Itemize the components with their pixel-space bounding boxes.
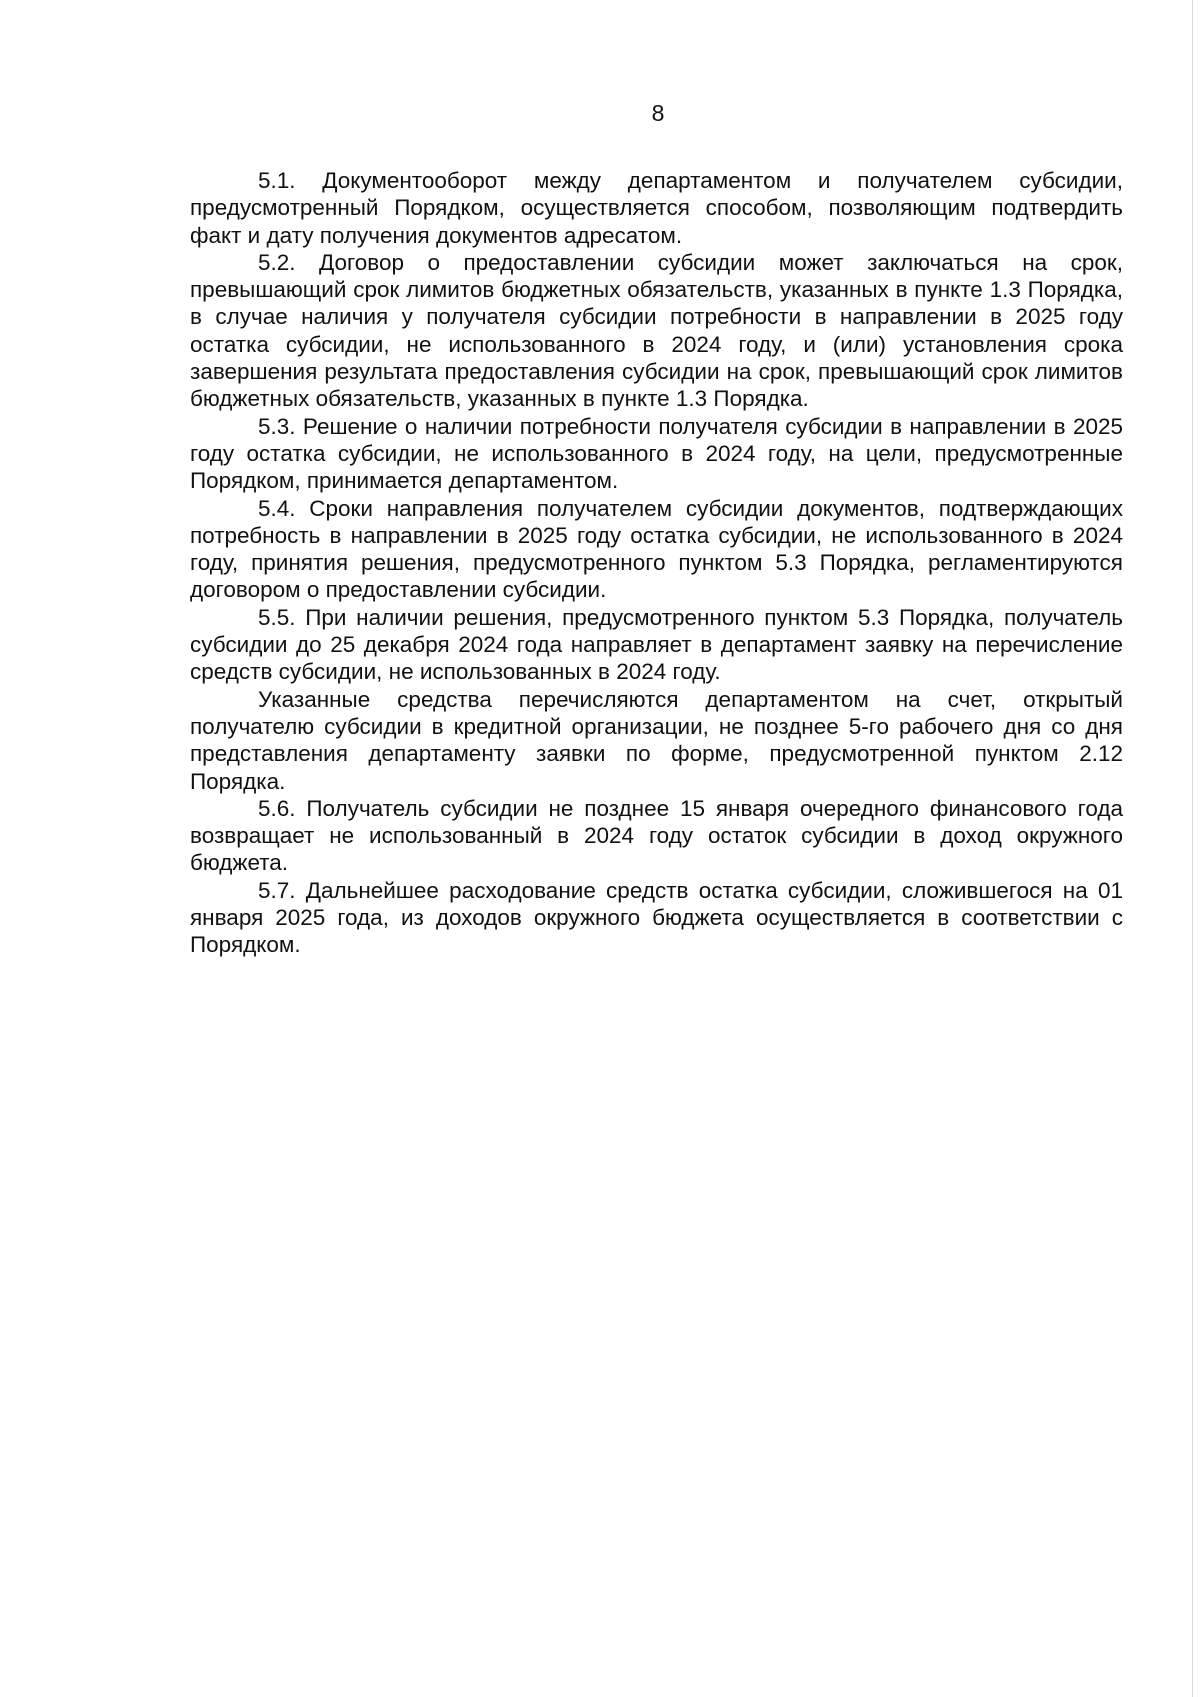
paragraph-5-6: 5.6. Получатель субсидии не позднее 15 января очередного финансового года возвращает не использованный в 2024 году остаток субсидии в доход окружного бюджета. (190, 795, 1123, 876)
paragraph-5-4: 5.4. Сроки направления получателем субсидии документов, подтверждающих потребность в направлении в 2025 году остатка субсидии, не использованного в 2024 году, принятия решения, предусмотренного пунктом 5.3 Порядка, регламентируются договором о предоставлении субсидии. (190, 495, 1123, 603)
paragraph-5-3: 5.3. Решение о наличии потребности получателя субсидии в направлении в 2025 году остатка субсидии, не использованного в 2024 году, на цели, предусмотренные Порядком, принимается департаментом. (190, 413, 1123, 494)
paragraph-5-5-continuation: Указанные средства перечисляются департаментом на счет, открытый получателю субсидии в кредитной организации, не позднее 5-го рабочего дня со дня представления департаменту заявки по форме, предусмотренной пунктом 2.12 Порядка. (190, 686, 1123, 794)
paragraph-5-7: 5.7. Дальнейшее расходование средств остатка субсидии, сложившегося на 01 января 2025 года, из доходов окружного бюджета осуществляется в соответствии с Порядком. (190, 877, 1123, 958)
paragraph-5-1: 5.1. Документооборот между департаментом и получателем субсидии, предусмотренный Порядком, осуществляется способом, позволяющим подтвердить факт и дату получения документов адресатом. (190, 168, 1123, 248)
paragraph-5-5: 5.5. При наличии решения, предусмотренного пунктом 5.3 Порядка, получатель субсидии до 25 декабря 2024 года направляет в департамент заявку на перечисление средств субсидии, не использованных в 2024 году. (190, 604, 1123, 685)
page-number: 8 (651, 100, 665, 126)
paragraph-5-2: 5.2. Договор о предоставлении субсидии может заключаться на срок, превышающий срок лимитов бюджетных обязательств, указанных в пункте 1.3 Порядка, в случае наличия у получателя субсидии потребности в направлении в 2025 году остатка субсидии, не использованного в 2024 году, и (или) установления срока завершения результата предоставления субсидии на срок, превышающий срок лимитов бюджетных обязательств, указанных в пункте 1.3 Порядка. (190, 249, 1123, 412)
page-edge-line (1192, 0, 1193, 1697)
document-body (190, 167, 1123, 959)
